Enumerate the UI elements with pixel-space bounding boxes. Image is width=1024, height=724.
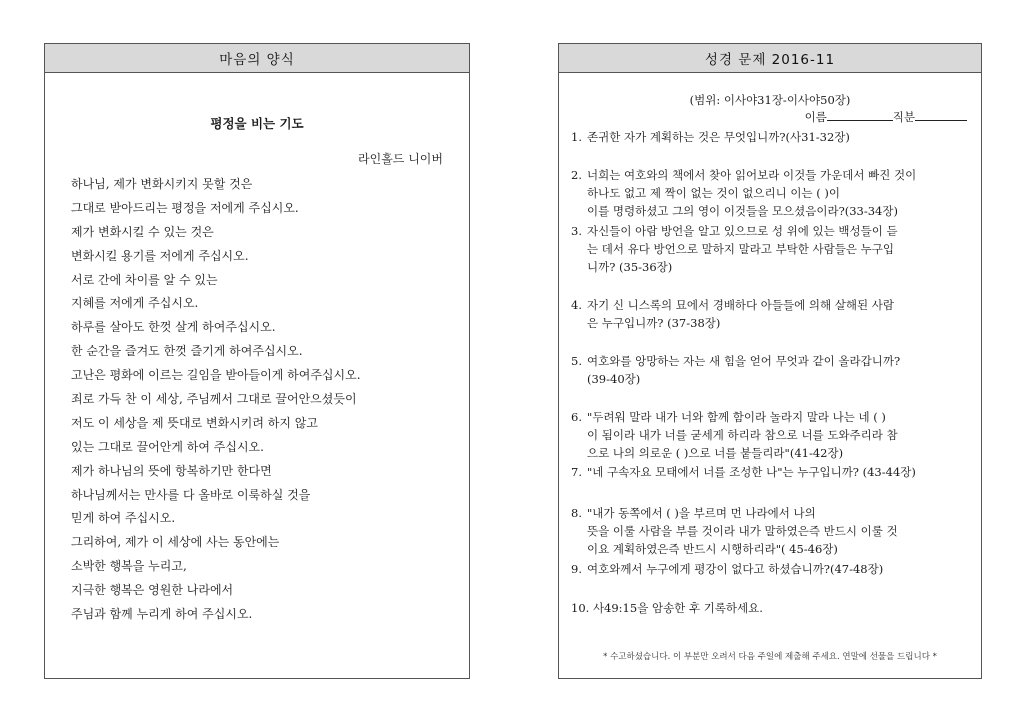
question-line: 는 데서 유다 방언으로 말하지 말라고 부탁한 사람들은 누구입 [587,242,894,256]
question-line: 자신들이 아람 방언을 알고 있으므로 성 위에 있는 백성들이 듣 [587,224,898,238]
right-panel-quiz [558,43,982,679]
poem-line: 하루를 살아도 한껏 살게 하여주십시오. [71,320,276,335]
question-3 [571,222,973,276]
question-line: 니까? (35-36장) [587,260,673,274]
question-line: (39-40장) [587,372,641,386]
question-number: 7. [571,465,582,479]
question-8 [571,504,973,558]
poem-line: 한 순간을 즐겨도 한껏 즐기게 하여주십시오. [71,344,303,359]
poem-line: 그대로 받아드리는 평정을 저에게 주십시오. [71,200,299,215]
name-label: 이름 [804,110,827,124]
question-5 [571,352,973,388]
poem-line: 제가 변화시킬 수 있는 것은 [71,224,214,239]
poem-line: 지혜를 저에게 주십시오. [71,296,199,311]
question-line: 이요 계획하였은즉 반드시 시행하리라"( 45-46장) [587,542,838,556]
right-panel-header: 성경 문제 2016-11 [559,44,981,73]
question-line: "내가 동쪽에서 ( )을 부르며 먼 나라에서 나의 [587,506,816,520]
question-1 [571,128,973,146]
poem-line: 있는 그대로 끌어안게 하여 주십시오. [71,439,264,454]
question-line: 존귀한 자가 계획하는 것은 무엇입니까?(사31-32장) [587,130,850,144]
poem-line: 믿게 하여 주십시오. [71,511,176,526]
poem-line: 저도 이 세상을 제 뜻대로 변화시키려 하지 않고 [71,415,318,430]
question-2 [571,166,973,220]
question-7 [571,463,973,481]
poem-line: 소박한 행복을 누리고, [71,559,187,574]
poem-line: 지극한 행복은 영원한 나라에서 [71,583,234,598]
left-panel-meditation [44,43,470,679]
question-number: 1. [571,130,582,144]
question-number: 9. [571,562,582,576]
poem-line: 주님과 함께 누리게 하여 주십시오. [71,607,253,622]
question-line: 하나도 없고 제 짝이 없는 것이 없으리니 이는 ( )이 [587,186,840,200]
poem-line: 하나님, 제가 변화시키지 못할 것은 [71,177,253,191]
question-number: 5. [571,354,582,368]
poem-line: 서로 간에 차이를 알 수 있는 [71,272,218,287]
name-blank[interactable] [827,108,893,121]
question-line: 자기 신 니스록의 묘에서 경배하다 아들들에 의해 살해된 사람 [587,298,894,312]
question-line: 여호와께서 누구에게 평강이 없다고 하셨습니까?(47-48장) [587,562,884,576]
question-line: 너희는 여호와의 책에서 찾아 읽어보라 이것들 가운데서 빠진 것이 [587,168,917,182]
poem-line: 하나님께서는 만사를 다 올바로 이룩하실 것을 [71,487,311,502]
question-number: 6. [571,410,582,424]
question-number: 3. [571,224,582,238]
left-panel-header: 마음의 양식 [45,44,469,73]
question-line: "두려워 말라 내가 너와 함께 함이라 놀라지 말라 나는 네 ( ) [587,410,886,424]
question-number: 4. [571,298,582,312]
question-10: 10. 사49:15을 암송한 후 기록하세요. [571,601,763,615]
question-4 [571,296,973,332]
role-label: 직분 [892,110,915,124]
question-number: 2. [571,168,582,182]
poem-body [71,173,459,627]
question-line: "네 구속자요 모태에서 너를 조성한 나"는 누구입니까? (43-44장) [587,465,916,479]
question-line: 뜻을 이룰 사람을 부를 것이라 내가 말하였은즉 반드시 이룰 것 [587,524,898,538]
poem-author: 라인홀드 니이버 [358,152,443,166]
name-role-row [805,108,967,125]
poem-line: 변화시킬 용기를 저에게 주십시오. [71,248,249,263]
footnote: * 수고하셨습니다. 이 부분만 오려서 다음 주일에 제출해 주세요. 연말에 선물을 드립니다 * [603,652,937,662]
question-line: 이 됨이라 내가 너를 굳세게 하리라 참으로 너를 도와주리라 참 [587,428,898,442]
question-number: 8. [571,506,582,520]
question-line: 으로 나의 의로운 ( )으로 너를 붙들리라"(41-42장) [587,446,844,460]
role-blank[interactable] [915,108,967,121]
poem-line: 고난은 평화에 이르는 길임을 받아들이게 하여주십시오. [71,368,361,383]
question-line: 여호와를 앙망하는 자는 새 힘을 얻어 무엇과 같이 올라갑니까? [587,354,901,368]
quiz-range: (범위: 이사야31장-이사야50장) [689,93,851,107]
question-6 [571,408,973,462]
poem-line: 제가 하나님의 뜻에 항복하기만 한다면 [71,463,272,478]
poem-line: 그리하여, 제가 이 세상에 사는 동안에는 [71,535,280,550]
poem-title: 평정을 비는 기도 [210,116,304,131]
question-line: 은 누구입니까? (37-38장) [587,316,721,330]
question-9 [571,560,973,578]
poem-line: 죄로 가득 찬 이 세상, 주님께서 그대로 끌어안으셨듯이 [71,392,357,407]
question-line: 이를 명령하셨고 그의 영이 이것들을 모으셨음이라?(33-34장) [587,204,898,218]
